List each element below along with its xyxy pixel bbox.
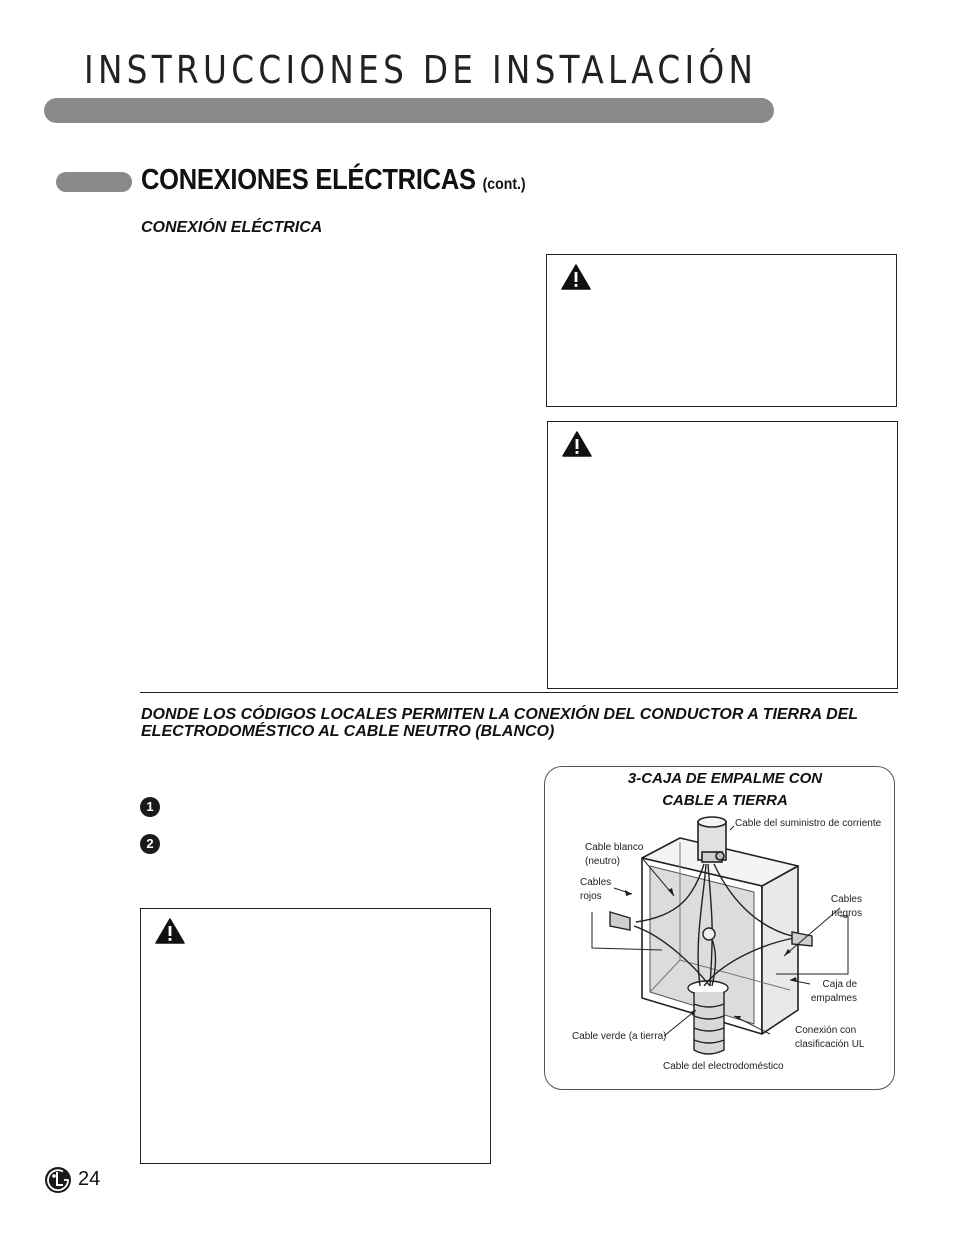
label-red-cables-line1: Cables xyxy=(580,877,612,888)
label-white-cable-line2: (neutro) xyxy=(585,856,621,867)
label-ul-connection xyxy=(795,1024,864,1052)
label-supply-cable: Cable del suministro de corriente xyxy=(735,818,882,829)
label-black-cables xyxy=(810,893,862,921)
step-badge-2: 2 xyxy=(140,834,160,854)
warning-icon xyxy=(562,431,592,457)
neutral-connection-heading: DONDE LOS CÓDIGOS LOCALES PERMITEN LA CONEXIÓN DEL CONDUCTOR A TIERRA DEL ELECTRODOMÉSTICO AL CABLE NEUTRO (BLANCO) xyxy=(141,706,858,740)
diagram-title-line2: CABLE A TIERRA xyxy=(662,792,788,809)
section-pill-marker xyxy=(56,172,132,192)
label-black-cables-line2: negros xyxy=(831,908,862,919)
section-title-text: CONEXIONES ELÉCTRICAS xyxy=(141,164,476,196)
label-ul-connection-line2: clasificación UL xyxy=(795,1039,865,1050)
subheading: CONEXIÓN ELÉCTRICA xyxy=(141,219,323,236)
warning-box-1 xyxy=(546,254,897,407)
label-ul-connection-line1: Conexión con xyxy=(795,1025,857,1036)
step-badge-1: 1 xyxy=(140,797,160,817)
label-red-cables xyxy=(580,876,611,904)
page-number: 24 xyxy=(78,1168,101,1190)
label-junction-box xyxy=(790,978,857,1006)
label-junction-box-line1: Caja de xyxy=(822,979,857,990)
warning-icon xyxy=(561,264,591,290)
label-green-cable: Cable verde (a tierra) xyxy=(572,1031,667,1042)
warning-box-3 xyxy=(140,908,491,1164)
warning-box-2 xyxy=(547,421,898,689)
label-red-cables-line2: rojos xyxy=(580,891,602,902)
label-appliance-cable: Cable del electrodoméstico xyxy=(663,1061,784,1072)
section-divider xyxy=(140,692,898,693)
supply-conduit xyxy=(698,817,726,862)
header-bar xyxy=(44,98,774,123)
label-white-cable xyxy=(585,841,643,869)
warning-icon xyxy=(155,918,185,944)
section-title xyxy=(141,164,526,197)
label-white-cable-line1: Cable blanco xyxy=(585,842,644,853)
lg-logo-icon xyxy=(44,1166,72,1194)
section-title-cont: (cont.) xyxy=(482,176,526,193)
appliance-conduit xyxy=(688,981,728,1054)
label-junction-box-line2: empalmes xyxy=(810,993,857,1004)
page-header-title: INSTRUCCIONES DE INSTALACIÓN xyxy=(84,48,758,92)
diagram-title-line1: 3-CAJA DE EMPALME CON xyxy=(627,770,823,787)
label-black-cables-line1: Cables xyxy=(830,894,862,905)
